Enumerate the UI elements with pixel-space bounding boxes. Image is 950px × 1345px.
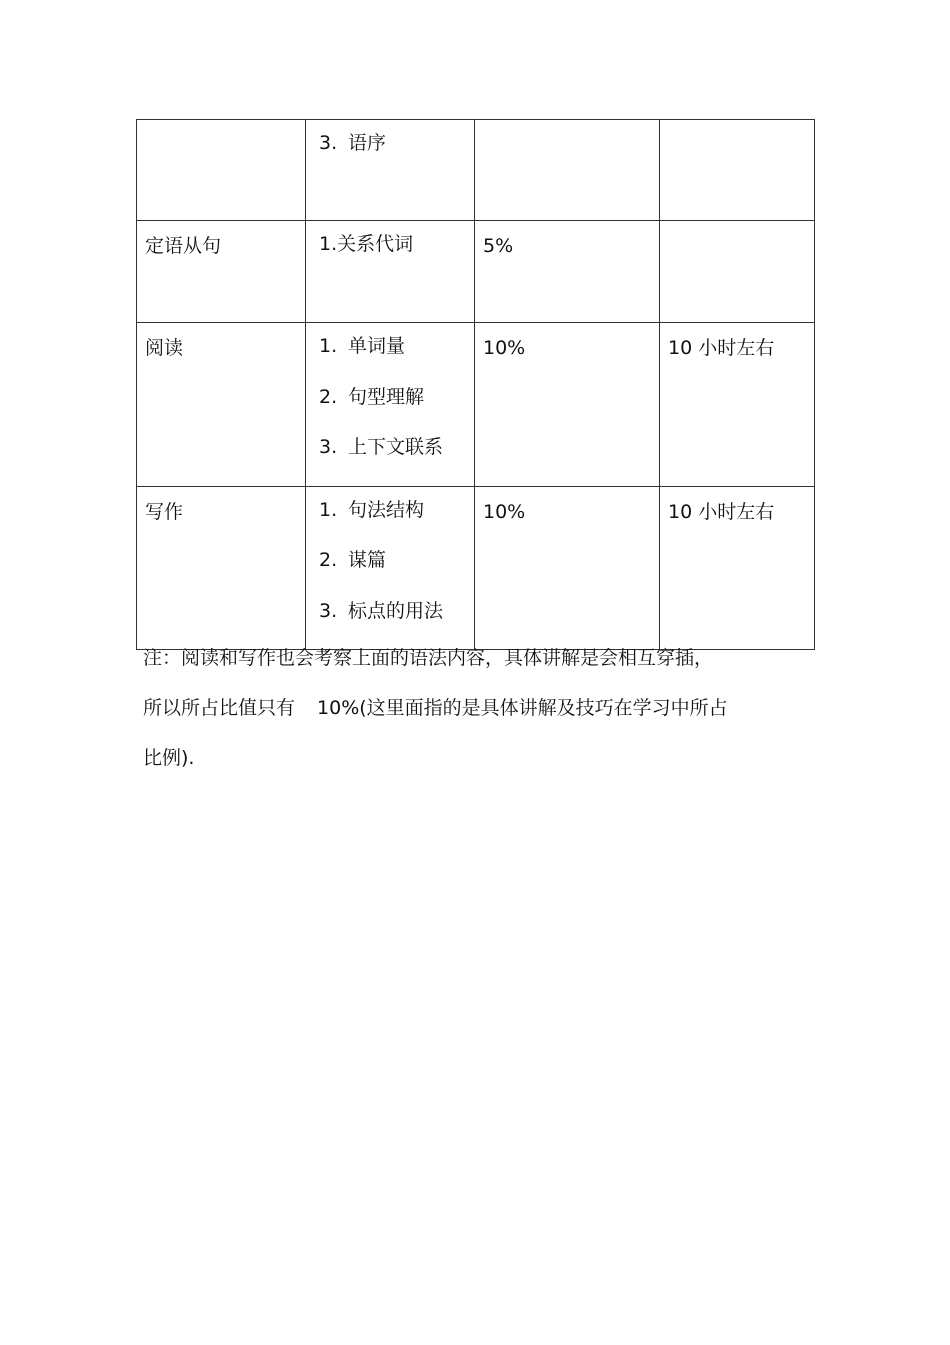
time-cell: 10 小时左右 [660,323,815,487]
study-plan-table [136,119,815,650]
footnote-line: 注：阅读和写作也会考察上面的语法内容，具体讲解是会相互穿插， [143,647,714,669]
items-cell: 1.关系代词 [306,221,475,323]
items-cell [306,323,475,487]
list-item: 3. 语序 [319,132,387,154]
items-cell [306,486,475,650]
list-item: 1. 句法结构 [319,498,425,521]
items-cell [306,120,475,221]
category-cell: 阅读 [137,323,306,487]
list-item: 2. 句型理解 [319,385,425,408]
list-item: 3. 标点的用法 [319,599,444,622]
time-cell [660,120,815,221]
table-row [137,323,815,487]
list-item: 3. 上下文联系 [319,436,444,458]
time-cell: 10 小时左右 [660,486,815,650]
category-cell: 定语从句 [137,221,306,323]
category-cell: 写作 [137,486,306,650]
category-cell [137,120,306,221]
time-cell [660,221,815,323]
list-item: 2. 谋篇 [319,549,387,571]
table-row [137,120,815,221]
footnote [143,633,823,783]
percentage-cell: 5% [475,221,660,323]
table-row [137,221,815,323]
footnote-line: 比例). [143,747,195,769]
list-item: 1. 单词量 [319,335,406,357]
percentage-cell: 10% [475,486,660,650]
table-row [137,486,815,650]
percentage-cell [475,120,660,221]
footnote-line: 所以所占比值只有 10%(这里面指的是具体讲解及技巧在学习中所占 [143,697,728,719]
percentage-cell: 10% [475,323,660,487]
